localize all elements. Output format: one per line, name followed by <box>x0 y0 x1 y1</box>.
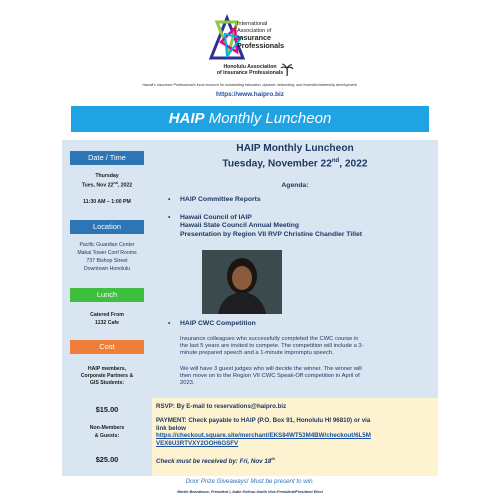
bullet-icon: • <box>168 196 171 203</box>
logo-text <box>237 21 307 50</box>
member-label: GIS Students: <box>89 380 125 386</box>
logo-line: Association of <box>237 27 272 34</box>
event-date <box>64 180 150 190</box>
chapter-line: of Insurance Professionals <box>216 70 284 76</box>
speaker-photo <box>202 250 282 314</box>
logo-line: Insurance <box>237 33 271 42</box>
sidebar-details <box>62 140 152 476</box>
logo-line: Professionals <box>237 41 285 50</box>
agenda-item-label <box>180 214 442 239</box>
palm-tree-icon <box>280 63 294 77</box>
member-label: Corporate Partners & <box>80 373 134 379</box>
officers-line: Martie Beardeaux, President | Jodie Kelinui-Smith Vice-President/President Elect <box>177 490 323 494</box>
location-line: 737 Bishop Street <box>86 258 128 264</box>
website-link[interactable]: https://www.haipro.biz <box>216 91 284 98</box>
payment-line: PAYMENT: Check payable to HAIP (P.O. Box 91, Honolulu HI 96810) or via <box>156 417 371 424</box>
main-title-sup: nd <box>331 158 340 164</box>
main-content <box>152 140 438 398</box>
paragraph-line: 2023. <box>180 380 195 386</box>
chapter-name <box>210 64 290 76</box>
caterer-line: 1132 Cafe <box>95 320 119 326</box>
location-line: Makai Tower Conf Rooms <box>77 250 137 256</box>
event-date-main: Tues, Nov 22 <box>81 182 114 189</box>
rsvp-line[interactable]: RSVP: By E-mail to reservations@haipro.biz <box>156 403 287 410</box>
lunch-heading: Lunch <box>70 288 144 302</box>
member-label: HAIP members, <box>87 366 127 372</box>
payment-link[interactable]: https://checkout.square.site/merchant/EKS84WT53M4BW/checkout/6L5M <box>156 432 371 439</box>
chapter-line: Honolulu Association <box>223 64 277 70</box>
payment-link[interactable]: VEX6U3RTVXY2OOH6GSFV <box>156 439 239 447</box>
cwc-paragraph-1 <box>180 336 432 357</box>
nonmember-label: Non-Members <box>89 425 125 431</box>
agenda-item-line: Hawaii State Council Annual Meeting <box>180 222 300 230</box>
location-line: Downtown Honolulu <box>83 266 131 272</box>
bullet-icon: • <box>168 214 171 221</box>
paragraph-line: minute prepared speech and a 1-minute impromptu speech. <box>180 350 334 356</box>
member-price: $15.00 <box>95 405 119 414</box>
cwc-paragraph-2 <box>180 366 432 387</box>
nonmember-label: & Guests: <box>94 433 120 439</box>
logo-line: International <box>237 21 268 27</box>
location-line: Pacific Guardian Center <box>79 242 135 248</box>
agenda-item-line: Hawaii Council of IAIP <box>180 214 252 221</box>
main-title-date: Tuesday, November 22 <box>222 158 332 170</box>
bullet-icon: • <box>168 320 171 327</box>
title-banner <box>71 106 429 132</box>
main-title-line1: HAIP Monthly Luncheon <box>236 143 354 154</box>
agenda-heading: Agenda: <box>281 182 309 189</box>
rsvp-section <box>152 398 438 476</box>
header <box>0 0 500 104</box>
cost-heading: Cost <box>70 340 144 354</box>
caterer-line: Catered From <box>90 312 124 318</box>
event-date-year: , 2022 <box>117 182 133 189</box>
main-title-line2 <box>152 155 438 170</box>
agenda-item-label: HAIP CWC Competition <box>180 320 256 327</box>
banner-rest: Monthly Luncheon <box>204 110 332 127</box>
deadline-text: Check must be received by: Fri, Nov 18 <box>156 458 272 466</box>
event-time: 11:30 AM – 1:00 PM <box>83 199 131 205</box>
nonmember-price: $25.00 <box>95 455 119 464</box>
event-day: Thursday <box>95 173 119 179</box>
paragraph-line: We will have 3 guest judges who will decide the winner. The winner will <box>180 366 362 372</box>
paragraph-line: Insurance colleagues who successfully completed the CWC course in <box>180 336 359 342</box>
paragraph-line: then move on to the Region VII CWC Speak-Off competition in April of <box>180 373 360 379</box>
agenda-item-line: Presentation by Region VII RVP Christine Chandler Tillet <box>180 230 363 238</box>
deadline-sup: th <box>271 456 275 461</box>
datetime-heading: Date / Time <box>70 151 144 165</box>
door-prize-note: Door Prize Giveaways! Must be present to win. <box>185 478 315 485</box>
check-deadline <box>156 455 434 465</box>
banner-bold: HAIP <box>168 110 205 127</box>
agenda-item-label: HAIP Committee Reports <box>180 196 261 203</box>
location-heading: Location <box>70 220 144 234</box>
payment-line: link below <box>156 424 186 432</box>
paragraph-line: the last 5 years are invited to compete. The competition will include a 3- <box>180 343 364 349</box>
main-title-year: , 2022 <box>339 158 368 170</box>
main-title <box>152 142 438 170</box>
event-date-sup: nd <box>113 181 118 185</box>
tagline: Hawaii's Insurance Professional's local resource for outstanding education, dynamic networking, and essential leadership development. <box>142 83 358 87</box>
